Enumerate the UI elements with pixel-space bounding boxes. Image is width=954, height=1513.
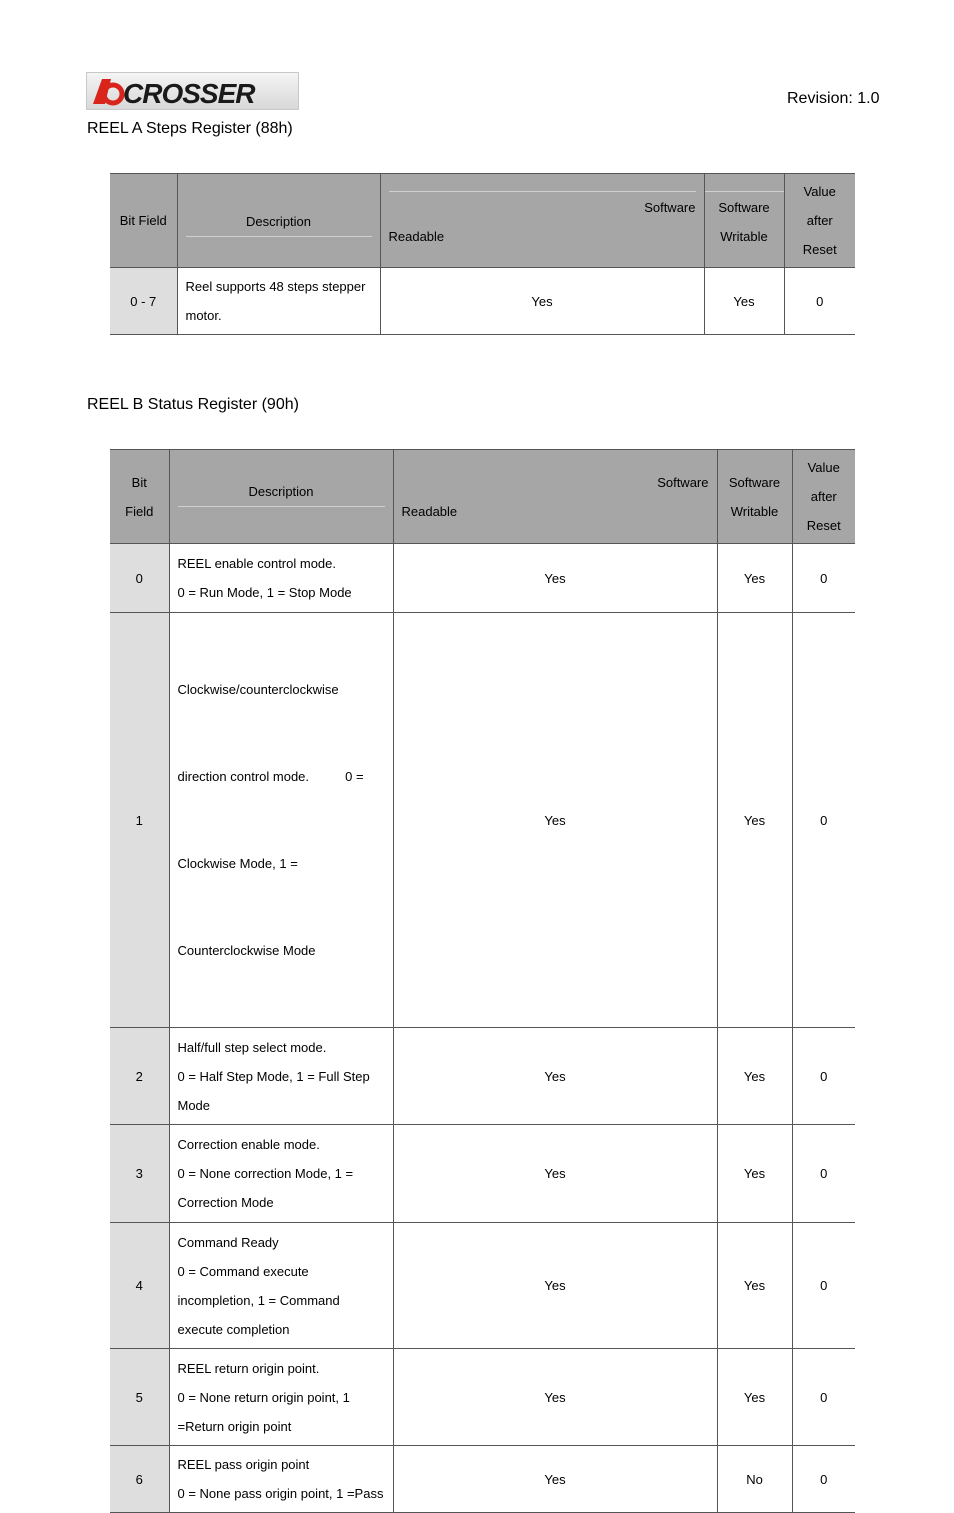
readable-cell: Yes <box>393 1028 717 1125</box>
bit-cell: 2 <box>110 1028 169 1125</box>
header-value-after-reset: Value after Reset <box>784 174 855 268</box>
table-row <box>110 1223 855 1349</box>
readable-cell: Yes <box>393 613 717 1028</box>
reset-cell: 0 <box>792 1028 855 1125</box>
reel-a-table <box>110 173 855 335</box>
header-software-writable: Software Writable <box>704 174 784 268</box>
table-row <box>110 1349 855 1446</box>
writable-cell: Yes <box>717 1349 792 1446</box>
writable-cell: No <box>717 1446 792 1513</box>
writable-cell: Yes <box>717 544 792 613</box>
bit-cell: 3 <box>110 1125 169 1223</box>
description-cell: REEL enable control mode. 0 = Run Mode, 1 = Stop Mode <box>169 544 393 613</box>
readable-cell: Yes <box>393 1125 717 1223</box>
header-bit-field: Bit Field <box>110 450 169 544</box>
header-bit-field: Bit Field <box>110 174 177 268</box>
table-row <box>110 1446 855 1513</box>
reel-a-title: REEL A Steps Register (88h) <box>87 120 293 137</box>
bit-cell: 1 <box>110 613 169 1028</box>
acrosser-logo <box>86 72 299 110</box>
header-description: Description <box>169 450 393 544</box>
description-cell: Correction enable mode. 0 = None correction Mode, 1 = Correction Mode <box>169 1125 393 1223</box>
description-cell: Half/full step select mode. 0 = Half Step Mode, 1 = Full Step Mode <box>169 1028 393 1125</box>
writable-cell: Yes <box>717 613 792 1028</box>
reel-b-title: REEL B Status Register (90h) <box>87 396 299 413</box>
table-row <box>110 268 855 335</box>
header-software-writable: Software Writable <box>717 450 792 544</box>
acrosser-logo-mark <box>87 73 298 109</box>
bit-cell: 4 <box>110 1223 169 1349</box>
writable-cell: Yes <box>717 1223 792 1349</box>
readable-cell: Yes <box>393 1446 717 1513</box>
readable-cell: Yes <box>380 268 704 335</box>
reset-cell: 0 <box>792 1125 855 1223</box>
reset-cell: 0 <box>792 544 855 613</box>
writable-cell: Yes <box>704 268 784 335</box>
reset-cell: 0 <box>784 268 855 335</box>
description-cell: Command Ready 0 = Command execute incompletion, 1 = Command execute completion <box>169 1223 393 1349</box>
bit-cell: 5 <box>110 1349 169 1446</box>
reset-cell: 0 <box>792 613 855 1028</box>
description-cell: Clockwise/counterclockwise direction control mode. 0 = Clockwise Mode, 1 = Counterclockwise Mode <box>169 613 393 1028</box>
table-row <box>110 613 855 1028</box>
readable-cell: Yes <box>393 1223 717 1349</box>
writable-cell: Yes <box>717 1125 792 1223</box>
header-software-readable: Software Readable <box>380 174 704 268</box>
reset-cell: 0 <box>792 1223 855 1349</box>
readable-cell: Yes <box>393 1349 717 1446</box>
description-cell: REEL pass origin point 0 = None pass origin point, 1 =Pass <box>169 1446 393 1513</box>
bit-cell: 0 - 7 <box>110 268 177 335</box>
header-description: Description <box>177 174 380 268</box>
header-value-after-reset: Value after Reset <box>792 450 855 544</box>
bit-cell: 0 <box>110 544 169 613</box>
readable-cell: Yes <box>393 544 717 613</box>
description-cell: REEL return origin point. 0 = None return origin point, 1 =Return origin point <box>169 1349 393 1446</box>
header-software-readable: Software Readable <box>393 450 717 544</box>
table-row <box>110 1028 855 1125</box>
revision-label: Revision: 1.0 <box>787 90 880 107</box>
description-cell: Reel supports 48 steps stepper motor. <box>177 268 380 335</box>
reel-b-table <box>110 449 855 1513</box>
bit-cell: 6 <box>110 1446 169 1513</box>
reset-cell: 0 <box>792 1349 855 1446</box>
table-row <box>110 544 855 613</box>
writable-cell: Yes <box>717 1028 792 1125</box>
reset-cell: 0 <box>792 1446 855 1513</box>
svg-text:CROSSER: CROSSER <box>123 78 255 109</box>
table-row <box>110 1125 855 1223</box>
